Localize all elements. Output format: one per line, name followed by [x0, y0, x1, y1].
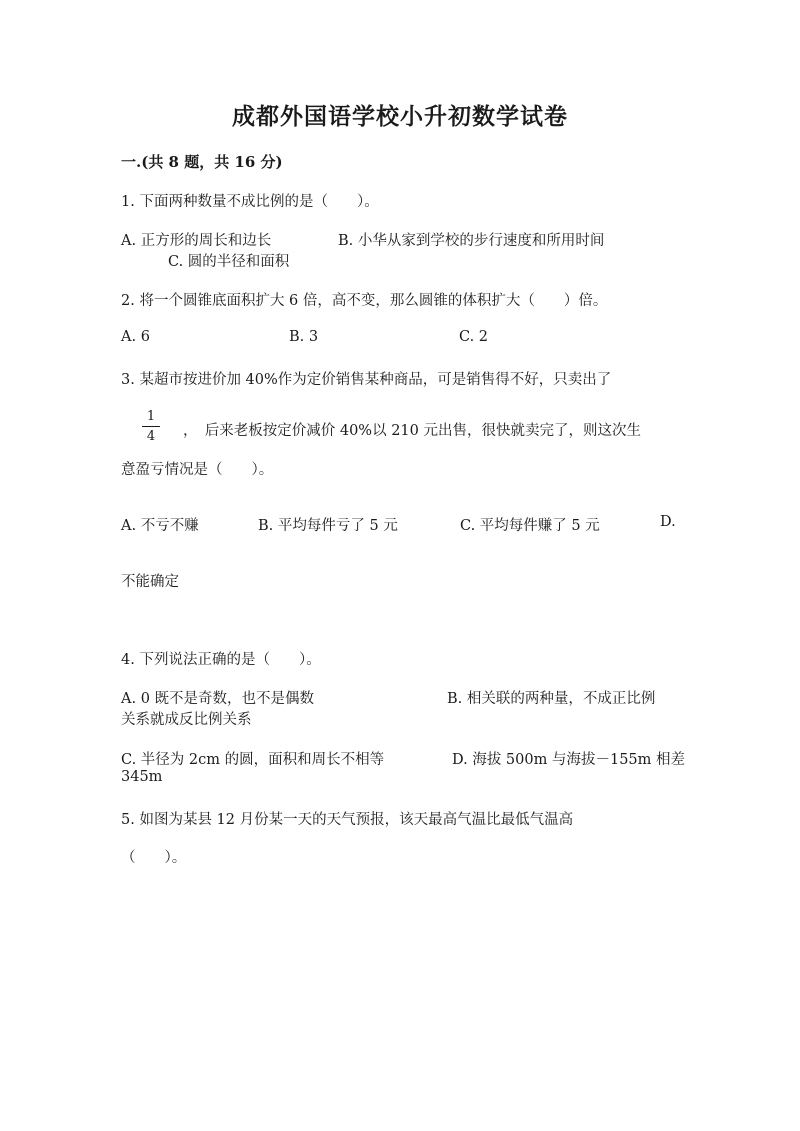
question-2-option-c: C. 2 [459, 329, 489, 345]
question-3-option-b: B. 平均每件亏了 5 元 [258, 518, 398, 534]
page-title: 成都外国语学校小升初数学试卷 [232, 103, 568, 130]
question-5-stem-line1: 5. 如图为某县 12 月份某一天的天气预报，该天最高气温比最低气温高 [121, 812, 574, 828]
question-3-option-d-text: 不能确定 [121, 574, 179, 590]
question-4-option-a: A. 0 既不是奇数，也不是偶数 [121, 691, 315, 707]
question-2-option-a: A. 6 [121, 329, 150, 345]
fraction-denominator: 4 [146, 429, 156, 444]
question-1-option-b: B. 小华从家到学校的步行速度和所用时间 [338, 233, 605, 249]
question-4-option-d: D. 海拔 500m 与海拔－155m 相差 [452, 752, 686, 768]
question-5-stem-line2: （ ）。 [121, 850, 187, 866]
question-2-stem: 2. 将一个圆锥底面积扩大 6 倍，高不变，那么圆锥的体积扩大（ ）倍。 [121, 293, 608, 309]
question-3-option-a: A. 不亏不赚 [121, 518, 199, 534]
question-1-stem: 1. 下面两种数量不成比例的是（ ）。 [121, 194, 379, 210]
question-4-option-b-cont: 关系就成反比例关系 [121, 712, 252, 728]
question-3-option-d: D. [660, 514, 676, 530]
question-4-option-d-cont: 345m [121, 769, 163, 785]
question-4-stem: 4. 下列说法正确的是（ ）。 [121, 652, 321, 668]
question-2-option-b: B. 3 [289, 329, 319, 345]
fraction-numerator: 1 [146, 409, 156, 424]
question-4-option-b: B. 相关联的两种量，不成正比例 [447, 691, 656, 707]
fraction-one-quarter [140, 410, 162, 443]
section-heading: 一.(共 8 题，共 16 分) [121, 153, 283, 171]
question-3-stem-line1: 3. 某超市按进价加 40%作为定价销售某种商品，可是销售得不好，只卖出了 [121, 372, 612, 388]
question-1-option-c: C. 圆的半径和面积 [168, 254, 290, 270]
fraction-bar [142, 426, 160, 427]
question-1-option-a: A. 正方形的周长和边长 [121, 233, 272, 249]
question-3-option-c: C. 平均每件赚了 5 元 [460, 518, 600, 534]
question-3-stem-line2: ， 后来老板按定价减价 40%以 210 元出售，很快就卖完了，则这次生 [183, 423, 641, 439]
question-3-stem-line3: 意盈亏情况是（ ）。 [121, 462, 274, 478]
question-4-option-c: C. 半径为 2cm 的圆，面积和周长不相等 [121, 752, 385, 768]
